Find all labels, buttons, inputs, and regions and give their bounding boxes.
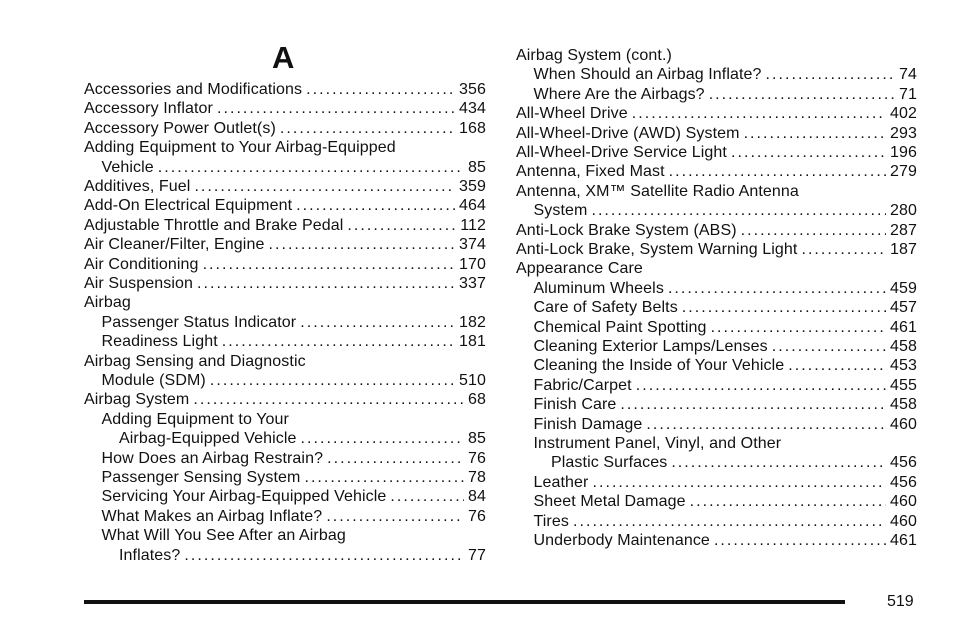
index-entry-text: Airbag-Equipped Vehicle <box>119 430 297 448</box>
index-entry <box>84 390 486 409</box>
index-entry-page: 85 <box>468 430 486 448</box>
leader-dots <box>731 143 886 162</box>
index-entry <box>84 158 486 177</box>
leader-dots <box>744 124 886 143</box>
index-entry <box>516 162 917 181</box>
index-entry-text: Appearance Care <box>516 260 643 278</box>
index-entry <box>84 371 486 390</box>
index-entry <box>84 255 486 274</box>
index-entry <box>516 473 917 492</box>
index-entry <box>84 546 486 565</box>
index-entry-text: Air Conditioning <box>84 255 199 273</box>
index-entry-page: 280 <box>890 202 917 220</box>
index-entry-page: 374 <box>459 236 486 254</box>
index-entry <box>516 531 917 550</box>
index-entry-page: 293 <box>890 124 917 142</box>
leader-dots <box>304 468 464 487</box>
index-entry <box>516 356 917 375</box>
index-entry-page: 460 <box>890 493 917 511</box>
index-entry-text: Add-On Electrical Equipment <box>84 197 293 215</box>
leader-dots <box>620 395 886 414</box>
index-entry-text: Leather <box>533 473 589 491</box>
leader-dots <box>709 85 895 104</box>
index-entry-text: Airbag System <box>84 391 190 409</box>
index-entry <box>84 138 486 157</box>
index-entry-text: Anti-Lock Brake System (ABS) <box>516 221 737 239</box>
index-entry-page: 112 <box>460 216 486 234</box>
index-entry-text: Air Cleaner/Filter, Engine <box>84 236 265 254</box>
index-entry-text: Finish Damage <box>533 415 643 433</box>
index-entry-text: All-Wheel-Drive (AWD) System <box>516 124 740 142</box>
leader-dots <box>714 531 886 550</box>
index-entry-page: 77 <box>468 546 486 564</box>
page-number: 519 <box>887 593 914 610</box>
index-entry-text: How Does an Airbag Restrain? <box>101 449 324 467</box>
index-entry-text: When Should an Airbag Inflate? <box>533 66 762 84</box>
index-entry-text: Airbag System (cont.) <box>516 47 672 64</box>
index-entry-page: 455 <box>890 376 917 394</box>
leader-dots <box>326 507 464 526</box>
index-entry-page: 458 <box>890 338 917 355</box>
index-entry-page: 170 <box>459 255 486 273</box>
index-entry <box>516 259 917 278</box>
index-entry-text: Aluminum Wheels <box>533 279 664 297</box>
index-entry <box>516 298 917 317</box>
leader-dots <box>327 449 464 468</box>
index-entry-page: 76 <box>468 507 486 525</box>
index-entry <box>84 487 486 506</box>
index-entry <box>516 143 917 162</box>
index-entry <box>516 415 917 434</box>
index-entry-text: Where Are the Airbags? <box>533 85 705 103</box>
index-entry-text: Accessory Inflator <box>84 100 213 118</box>
leader-dots <box>801 240 886 259</box>
index-entry <box>516 492 917 511</box>
index-entry <box>84 410 486 429</box>
index-entry-page: 76 <box>468 449 486 467</box>
index-entry <box>516 240 917 259</box>
leader-dots <box>636 376 886 395</box>
index-entry <box>84 274 486 293</box>
index-entry-text: Antenna, Fixed Mast <box>516 163 665 181</box>
index-entry-text: Finish Care <box>533 396 617 414</box>
index-entry <box>516 337 917 356</box>
leader-dots <box>573 512 886 531</box>
index-entry <box>84 449 486 468</box>
index-entry <box>516 46 917 65</box>
index-entry-page: 464 <box>459 197 486 215</box>
index-entry-page: 456 <box>890 473 917 491</box>
index-entry-page: 187 <box>890 241 917 258</box>
index-entry <box>516 279 917 298</box>
index-entry-page: 337 <box>459 275 486 292</box>
index-entry-text: Underbody Maintenance <box>533 532 710 549</box>
index-entry-page: 78 <box>468 469 486 486</box>
index-entry-text: Accessories and Modifications <box>84 81 303 98</box>
index-entry-page: 85 <box>468 158 486 176</box>
index-entry <box>516 124 917 143</box>
leader-dots <box>194 177 455 196</box>
leader-dots <box>671 453 886 472</box>
index-entry-text: Antenna, XM™ Satellite Radio Antenna <box>516 182 799 200</box>
leader-dots <box>682 298 886 317</box>
leader-dots <box>158 158 464 177</box>
index-entry-text: Passenger Sensing System <box>101 469 301 486</box>
leader-dots <box>646 415 886 434</box>
index-entry <box>516 512 917 531</box>
index-entry-page: 182 <box>459 313 486 331</box>
index-entry-text: Sheet Metal Damage <box>533 493 686 511</box>
index-entry <box>516 434 917 453</box>
leader-dots <box>296 196 455 215</box>
index-entry <box>84 177 486 196</box>
index-entry <box>84 313 486 332</box>
index-entry-page: 71 <box>899 85 917 103</box>
index-entry-text: Adding Equipment to Your Airbag-Equipped <box>84 139 396 157</box>
leader-dots <box>591 201 886 220</box>
leader-dots <box>268 235 455 254</box>
index-entry <box>516 104 917 123</box>
index-entry <box>516 453 917 472</box>
index-entry <box>84 429 486 448</box>
leader-dots <box>280 119 455 138</box>
index-entry-text: Cleaning Exterior Lamps/Lenses <box>533 338 768 355</box>
index-entry-page: 84 <box>468 488 486 506</box>
index-entry <box>84 332 486 351</box>
index-entry-page: 461 <box>890 318 917 336</box>
index-entry-text: Adjustable Throttle and Brake Pedal <box>84 216 344 234</box>
index-entry <box>516 395 917 414</box>
index-entry-text: Chemical Paint Spotting <box>533 318 707 336</box>
leader-dots <box>632 104 886 123</box>
leader-dots <box>203 255 455 274</box>
leader-dots <box>668 279 886 298</box>
index-entry <box>84 119 486 138</box>
index-entry <box>84 196 486 215</box>
index-entry-page: 196 <box>890 144 917 161</box>
leader-dots <box>184 546 464 565</box>
leader-dots <box>592 473 886 492</box>
index-entry-text: Accessory Power Outlet(s) <box>84 119 276 137</box>
index-entry <box>84 235 486 254</box>
index-entry-page: 510 <box>459 372 486 389</box>
leader-dots <box>193 390 464 409</box>
index-entry-text: Instrument Panel, Vinyl, and Other <box>533 435 782 452</box>
index-entry-page: 181 <box>459 333 486 351</box>
index-entry-text: Airbag <box>84 294 131 312</box>
index-entry-text: Vehicle <box>101 158 154 176</box>
index-entry <box>84 216 486 235</box>
index-entry-page: 460 <box>890 512 917 530</box>
index-entry <box>516 221 917 240</box>
index-entry-text: Additives, Fuel <box>84 178 191 195</box>
leader-dots <box>788 356 886 375</box>
leader-dots <box>711 318 886 337</box>
index-entry-page: 279 <box>890 163 917 181</box>
leader-dots <box>210 371 455 390</box>
index-entry-text: Inflates? <box>119 546 181 564</box>
leader-dots <box>197 274 455 293</box>
index-entry-page: 457 <box>890 299 917 317</box>
index-entry <box>84 99 486 118</box>
index-entry-page: 459 <box>890 279 917 297</box>
footer-rule <box>84 600 845 604</box>
index-entry-text: Air Suspension <box>84 275 194 292</box>
index-entry-page: 74 <box>899 66 917 84</box>
section-letter: A <box>272 40 295 75</box>
leader-dots <box>772 337 886 356</box>
index-entry <box>516 201 917 220</box>
index-entry-text: What Will You See After an Airbag <box>101 527 346 545</box>
leader-dots <box>222 332 455 351</box>
index-entry-text: Airbag Sensing and Diagnostic <box>84 352 306 370</box>
leader-dots <box>390 487 464 506</box>
index-entry-text: Tires <box>533 512 569 530</box>
index-entry-text: What Makes an Airbag Inflate? <box>101 507 323 525</box>
leader-dots <box>766 65 895 84</box>
leader-dots <box>741 221 886 240</box>
index-entry-page: 458 <box>890 396 917 414</box>
leader-dots <box>669 162 886 181</box>
index-entry-page: 168 <box>459 119 486 137</box>
index-entry-page: 460 <box>890 415 917 433</box>
index-entry-text: System <box>533 202 588 220</box>
index-entry-page: 356 <box>459 81 486 98</box>
leader-dots <box>300 313 455 332</box>
index-entry <box>84 526 486 545</box>
index-entry-page: 453 <box>890 357 917 375</box>
index-entry <box>516 182 917 201</box>
leader-dots <box>347 216 456 235</box>
index-entry-page: 287 <box>890 221 917 239</box>
index-entry-page: 359 <box>459 178 486 195</box>
leader-dots <box>306 80 455 99</box>
index-entry-page: 434 <box>459 100 486 118</box>
index-entry-text: Fabric/Carpet <box>533 376 632 394</box>
index-entry <box>84 80 486 99</box>
index-entry-text: Servicing Your Airbag-Equipped Vehicle <box>101 488 387 506</box>
index-entry <box>516 85 917 104</box>
index-entry-text: All-Wheel Drive <box>516 105 628 123</box>
leader-dots <box>301 429 464 448</box>
index-entry-text: Readiness Light <box>101 333 218 351</box>
index-entry <box>84 468 486 487</box>
index-entry-page: 456 <box>890 454 917 472</box>
index-entry <box>84 293 486 312</box>
index-entry-page: 402 <box>890 105 917 123</box>
index-entry <box>516 376 917 395</box>
leader-dots <box>690 492 886 511</box>
index-entry-text: Plastic Surfaces <box>551 454 668 472</box>
leader-dots <box>217 99 455 118</box>
index-entry-text: Cleaning the Inside of Your Vehicle <box>533 357 785 375</box>
index-entry-text: Adding Equipment to Your <box>101 410 289 428</box>
index-entry-page: 68 <box>468 391 486 409</box>
index-entry-text: Module (SDM) <box>101 372 206 389</box>
index-entry <box>84 507 486 526</box>
index-entry-text: Care of Safety Belts <box>533 299 678 317</box>
index-entry-text: All-Wheel-Drive Service Light <box>516 144 727 161</box>
index-entry <box>84 352 486 371</box>
index-entry-text: Passenger Status Indicator <box>101 313 297 331</box>
index-entry-text: Anti-Lock Brake, System Warning Light <box>516 241 798 258</box>
index-entry <box>516 65 917 84</box>
index-entry <box>516 318 917 337</box>
index-entry-page: 461 <box>890 532 917 549</box>
